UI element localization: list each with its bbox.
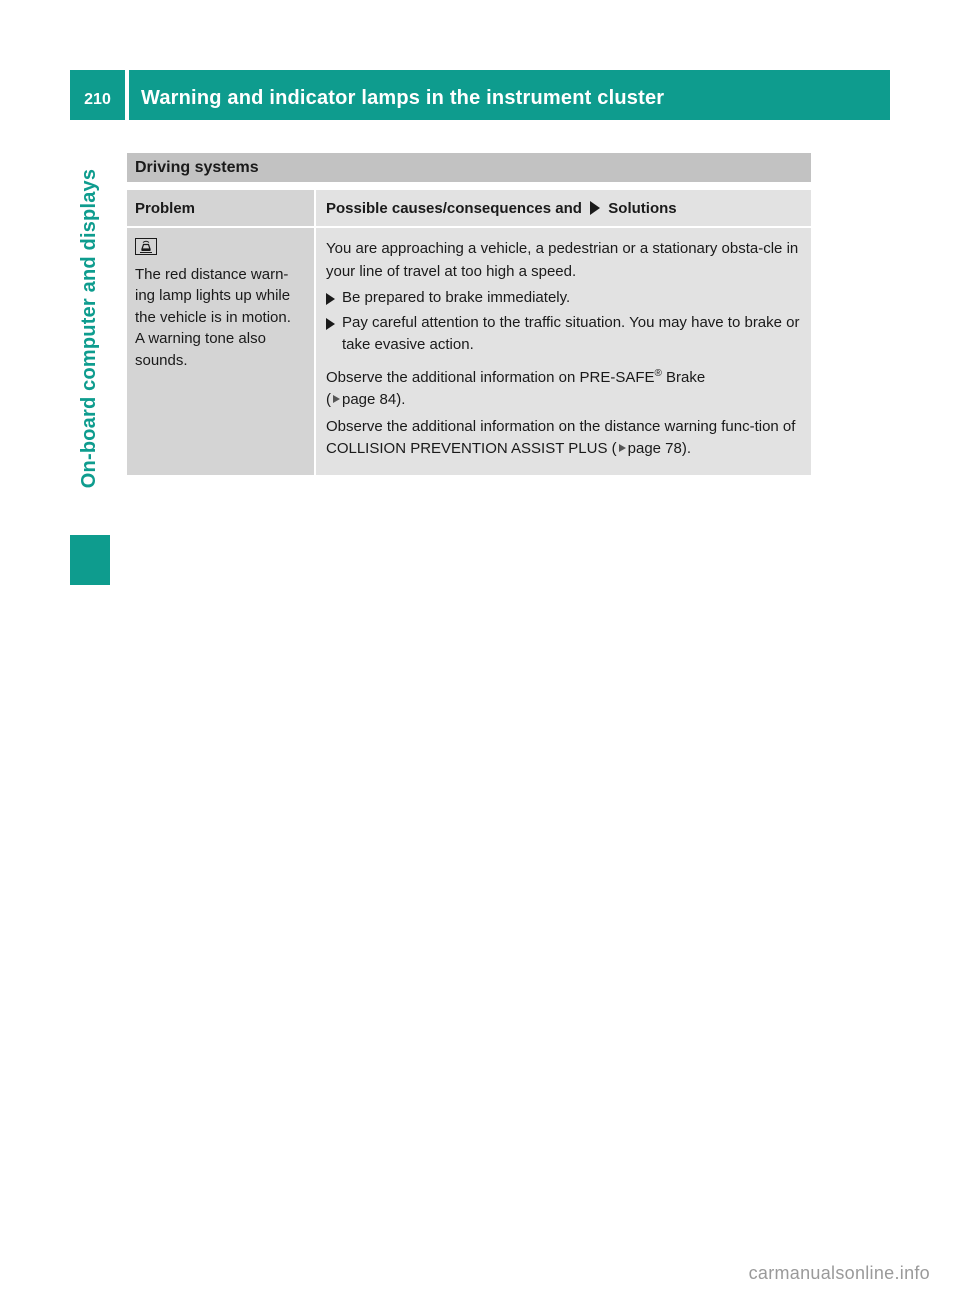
action-step-text: Be prepared to brake immediately. [342,289,571,306]
note-text: Brake [661,368,706,386]
header-problem: Problem [127,190,314,226]
driving-systems-table [127,153,811,475]
problem-cell [127,228,314,475]
table-header [127,190,811,226]
header-solutions-text-before: Possible causes/consequences and [326,200,582,217]
chapter-title: Warning and indicator lamps in the instrument cluster [129,70,890,120]
note-text: Observe the additional information on the distance warning func-tion of COLLISION PREVENTION ASSIST PLUS ( [326,417,796,457]
page-header [70,70,890,120]
page-reference-link[interactable]: page 84). [342,391,406,408]
problem-line-4: A warning tone also [135,330,266,347]
page-reference-arrow-icon [333,395,340,403]
action-arrow-icon [326,287,342,310]
distance-warning-lamp-icon [135,238,157,255]
action-step [326,287,803,310]
action-step [326,312,803,357]
side-tab-label: On-board computer and displays [78,168,101,488]
problem-line-5: sounds. [135,351,188,369]
section-title: Driving systems [127,153,811,182]
page-reference-arrow-icon [619,444,626,452]
header-solutions [314,190,811,226]
side-tab [70,128,110,528]
registered-mark: ® [654,367,662,379]
table-row [127,228,811,475]
action-step-text: Pay careful attention to the traffic situation. You may have to brake or take evasive action. [342,313,800,353]
page-number: 210 [70,70,125,120]
cause-text: You are approaching a vehicle, a pedestrian or a stationary obsta-cle in your line of travel at too high a speed. [326,240,799,280]
problem-line-1: The red distance warn- [135,265,289,283]
page-reference-link[interactable]: page 78). [627,440,692,457]
note-collision-prevention [326,416,803,461]
solutions-cell [314,228,811,475]
problem-line-3: the vehicle is in motion. [135,308,291,326]
header-solutions-text-after: Solutions [608,200,677,217]
note-text: Observe the additional information on PRE-SAFE [326,368,655,386]
action-arrow-icon [326,312,342,357]
problem-line-2: ing lamp lights up while [135,287,291,304]
note-pre-safe: Observe the additional information on PRE-SAFE® Brake ( page 84). [326,367,706,408]
side-tab-marker [70,535,110,585]
watermark: carmanualsonline.info [748,1263,930,1283]
action-arrow-icon [590,201,600,215]
